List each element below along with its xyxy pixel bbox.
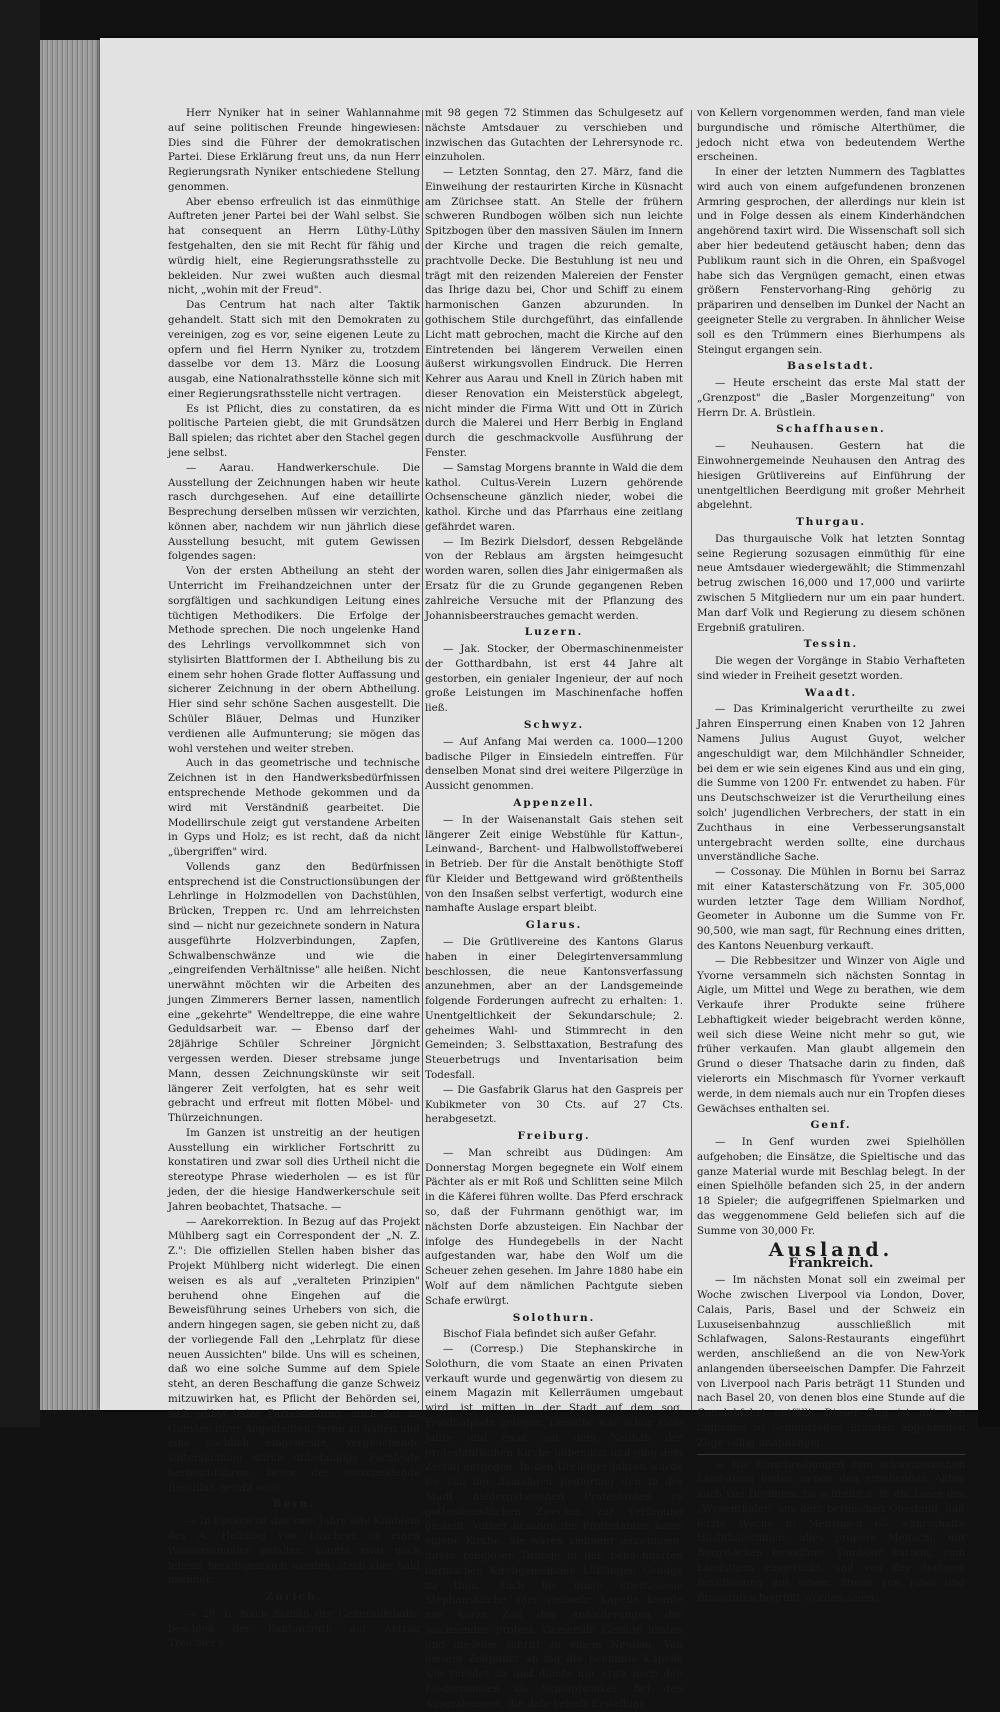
- column-3: [697, 106, 965, 1605]
- section-heading-bern: Bern.: [272, 1498, 316, 1511]
- page-stack-edge: [40, 40, 102, 1410]
- article-paragraph: — Jak. Stocker, der Obermaschinenmeister der Gotthardbahn, ist erst 44 Jahre alt gestorben, ein genialer Ingenieur, der auf noch große Leistungen im Maschinenfache hoffen ließ.: [425, 643, 683, 715]
- article-paragraph: Das thurgauische Volk hat letzten Sonntag seine Regierung sozusagen einmüthig für eine neue Amtsdauer wiedergewählt; die Stimmenzahl betrug zwischen 16,000 und 17,000 und variirte zwischen 5 Mitgliedern nur um ein paar hundert. Man darf Volk und Regierung zu diesem schönen Ergebniß gratuliren.: [697, 532, 965, 634]
- article-paragraph: — Im Bezirk Dielsdorf, dessen Rebgelände von der Reblaus am ärgsten heimgesucht worden waren, sollen dies Jahr einigermaßen als Ersatz für die zu Grunde gegangenen Reben zahlreiche Versuche mit der Pflanzung des Johannisbeerstrauches gemacht werden.: [425, 535, 683, 622]
- section-heading-schaffhausen: Schaffhausen.: [776, 423, 886, 436]
- article-paragraph: — Auf Anfang Mai werden ca. 1000—1200 badische Pilger in Einsiedeln eintreffen. Für denselben Monat sind drei weitere Pilgerzüge in Aussicht genommen.: [425, 735, 683, 793]
- article-paragraph: — Neuhausen. Gestern hat die Einwohnergemeinde Neuhausen den Antrag des hiesigen Grütlivereins auf Einführung der unentgeltlichen Beerdigung mit großer Mehrheit abgelehnt.: [697, 440, 965, 512]
- article-paragraph: Von der ersten Abtheilung an steht der Unterricht im Freihandzeichnen unter der sorgfältigen und sachkundigen Leitung eines tüchtigen Methodikers. Die Erfolge der Methode sprechen. Die noch ungelenke Hand des Lehrlings vervollkommnet sich von stylisirten Blattformen der I. Abtheilung bis zu einem sehr hohen Grade flotter Auffassung und sicherer Zeichnung in der obern Abtheilung. Hier sind sehr schöne Sachen ausgestellt. Die Schüler Bläuer, Delmas und Hunziker verdienen alle Aufmunterung; sie mögen das wohl verstehen und weiter streben.: [168, 565, 420, 755]
- article-paragraph: von Kellern vorgenommen werden, fand man viele burgundische und römische Alterthümer, die jedoch nicht etwa von bedeutendem Werthe erscheinen.: [697, 107, 965, 164]
- section-heading-luzern: Luzern.: [524, 626, 584, 639]
- section-heading-thurgau: Thurgau.: [795, 516, 867, 529]
- article-paragraph: — Samstag Morgens brannte in Wald die dem kathol. Cultus-Verein Luzern gehörende Ochsenscheune gänzlich nieder, wobei die kathol. Kirche und das Pfarrhaus eine zeitlang gefährdet waren.: [425, 461, 683, 533]
- article-paragraph: In einer der letzten Nummern des Tagblattes wird auch von einem aufgefundenen bronzenen Armring gesprochen, der allerdings nur klein ist und in Folge dessen als einem Kinderhändchen angehörend taxirt wird. Die Wissenschaft soll sich aber hier bedeutend getäuscht haben; denn das Publikum raunt sich in die Ohren, ein Spaßvogel habe sich das Vergnügen gemacht, einen etwas größern Fenstervorhang-Ring gehörig zu präpariren und denselben im Dunkel der Nacht an geeigneter Stelle zu vergraben. In ähnlicher Weise soll es den Trümmern eines Bierhumpens als Steingut ergangen sein.: [697, 166, 965, 356]
- section-heading-appenzell: Appenzell.: [513, 796, 595, 809]
- article-paragraph: Herr Nyniker hat in seiner Wahlannahme auf seine politischen Freunde hingewiesen: Dies sind die Führer der demokratischen Partei. Diese Erklärung freut uns, da nun Herr Regierungsrath Nyniker entschiedene Stellung genommen.: [168, 107, 420, 193]
- article-paragraph: — Die Gasfabrik Glarus hat den Gaspreis per Kubikmeter von 30 Cts. auf 27 Cts. herabgesetzt.: [425, 1083, 683, 1126]
- section-heading-tessin: Tessin.: [803, 638, 859, 651]
- article-paragraph: Vollends ganz den Bedürfnissen entsprechend ist die Constructionsübungen der Lehrlinge in Holzmodellen von Dachstühlen, Brücken, Treppen rc. Und am lehrreichsten sind — nicht nur gezeichnete sondern in Natura ausgeführte Holzverbindungen, Zapfen, Schwalbenschwänze und wie die „eingreifenden Verhältnisse" alle heißen. Nicht unerwähnt möchten wir die Arbeiten des jungen Zimmerers Berner lassen, namentlich eine „gekehrte" Wendeltreppe, die eine wahre Geduldsarbeit war. — Ebenso darf der 28jährige Schüler Schreiner Jörgnicht vergessen werden. Dieser strebsame junge Mann, dessen Zeichnungskünste wir seit längerer Zeit verfolgten, hat es sehr weit gebracht und erfreut mit flotten Möbel- und Thürzeichnungen.: [168, 860, 420, 1125]
- article-paragraph: — Das Kriminalgericht verurtheilte zu zwei Jahren Einsperrung einen Knaben von 12 Jahren Namens Julius August Guyot, welcher angeschuldigt war, dem Milchhändler Schneider, bei dem er wie sein eigenes Kind aus und ein ging, die Summe von 1200 Fr. entwendet zu haben. Für uns Deutschschweizer ist die Verurtheilung eines solch' jugendlichen Verbrechers, der statt in ein Zuchthaus in eine Verbesserungsanstalt untergebracht werden sollte, eine durchaus unverständliche Sache.: [697, 703, 965, 864]
- article-paragraph: — Die Einschreibungen zum schweizerischen Landsturm bieten neben den erhebenden Akten auch viel Drolliges. So schreibt z. B. ein Leser des „Wynenthaler" aus dem bernischen Oberland, daß letzte Woche in Meiringen 65 währschafte Haslithalerinnen, alles propere Meitschi, mit Bergstöcken bewaffnet. Tambour battant, zum Landsturm eingerückt, und von der dortigen Bevölkerung mit einem Sturm von Jubel und Bravorufen begrüßt worden seien.: [697, 1458, 965, 1604]
- scan-right-edge: [978, 0, 1000, 1427]
- article-paragraph: — Man schreibt aus Düdingen: Am Donnerstag Morgen begegnete ein Wolf einem Pächter als er mit Roß und Schlitten seine Milch in die Käferei führen wollte. Das Pferd erschrack so, daß der Fuhrmann genöthigt war, im nächsten Dorfe abzusteigen. Ein Nachbar der infolge des Hundegebells in der Nacht aufgestanden war, habe den Wolf um die Scheuer zehen gesehen. Im Jahre 1880 habe ein Wolf auf dem nämlichen Pachtgute sieben Schafe erwürgt.: [425, 1146, 683, 1307]
- section-heading-freiburg: Freiburg.: [517, 1130, 591, 1143]
- article-paragraph: — Die Grütlivereine des Kantons Glarus haben in einer Delegirtenversammlung beschlossen, die neue Kantonsverfassung anzunehmen, aber an der Landsgemeinde folgende Forderungen aufrecht zu erhalten: 1. Unentgeltlichkeit der Sekundarschule; 2. geheimes Wahl- und Stimmrecht in den Gemeinden; 3. Selbsttaxation, Bestrafung des Steuerbetrugs und Inventarisation beim Todesfall.: [425, 935, 683, 1081]
- article-paragraph: — In Epsach ist das zwei Jahre alte Knäblein des A. Helbling von Lüscherz in einen Wassersammler gefallen, konnte zwar noch lebend herausgezogen werden, starb aber bald nachher.: [168, 1515, 420, 1587]
- section-heading-zuerich: Zürich.: [265, 1591, 323, 1604]
- article-paragraph: mit 98 gegen 72 Stimmen das Schulgesetz auf nächste Amtsdauer zu verschieben und inzwischen das Gutachten der Lehrersynode rc. einzuholen.: [425, 107, 683, 164]
- article-paragraph: — Im nächsten Monat soll ein zweimal per Woche zwischen Liverpool via London, Dover, Calais, Paris, Basel und der Schweiz ein Luxuseisenbahnzug ausschließlich mit Schlafwagen, Salons-Restaurants eingeführt werden, anschließend an die von New-York anlangenden überseeischen Dampfer. Die Fahrzeit von Liverpool nach Paris beträgt 11 Stunden und nach Basel 20, von denen blos eine Stunde auf die Canalabfahrt entfällt. Dieser Zug ist mit den täglichen zu Schlupfzeiten Stunden abgehenden Züge völlig unabhängig.: [697, 1274, 965, 1449]
- section-heading-frankreich: Frankreich.: [788, 1256, 874, 1272]
- article-paragraph: — 29. b. Nach Schluß der Generaldebatte beschloß der Kantonsrath auf Antrag Treichler's: [168, 1607, 420, 1650]
- article-paragraph: — Aarau. Handwerkerschule. Die Ausstellung der Zeichnungen haben wir heute rasch durchgesehen. Auf eine detaillirte Besprechung derselben müssen wir verzichten, können aber, nachdem wir nun jährlich diese Ausstellung besucht, mit gutem Gewissen folgendes sagen:: [168, 461, 420, 563]
- section-heading-solothurn: Solothurn.: [512, 1311, 596, 1324]
- section-heading-genf: Genf.: [810, 1119, 852, 1132]
- article-paragraph: Auch in das geometrische und technische Zeichnen ist in den Handwerksbedürfnissen entsprechende Methode gekommen und da wird mit Verständniß gearbeitet. Die Modellirschule zeigt gut verstandene Arbeiten in Gyps und Holz; es ist recht, daß da nicht „übergriffen" wird.: [168, 757, 420, 859]
- article-paragraph: Das Centrum hat nach alter Taktik gehandelt. Statt sich mit den Demokraten zu vereinigen, zog es vor, seine eigenen Leute zu opfern und fiel Herrn Nyniker zu, trotzdem dasselbe vor dem 13. März die Loosung ausgab, eine Nationalrathsstelle könne sich mit einer Regierungsrathsstelle nicht vertragen.: [168, 299, 420, 400]
- section-heading-ausland: Ausland.: [768, 1238, 894, 1261]
- article-paragraph: — In der Waisenanstalt Gais stehen seit längerer Zeit einige Webstühle für Kattun-, Leinwand-, Barchent- und Halbwollstoffweberei in Betrieb. Der für die Anstalt benöthigte Stoff für Kleider und Bettgewand wird größtentheils von den Insaßen selbst verfertigt, wodurch eine namhafte Auslage erspart bleibt.: [425, 813, 683, 915]
- divider: [697, 1454, 965, 1455]
- article-paragraph: Aber ebenso erfreulich ist das einmüthige Auftreten jener Partei bei der Wahl selbst. Sie hat consequent an Herrn Lüthy-Lüthy festgehalten, den sie mit Recht für fähig und würdig hielt, eine Regierungsrathsstelle zu bekleiden. Nur zwei wußten auch diesmal nicht, „wohin mit der Freud".: [168, 195, 420, 297]
- article-paragraph: — In Genf wurden zwei Spielhöllen aufgehoben; die Einsätze, die Spieltische und das ganze Material wurde mit Beschlag belegt. In der einen Spielhölle befanden sich 25, in der andern 18 Spieler; die aufgegriffenen Spielmarken und das weggenommene Geld beliefen sich auf die Summe von 30,000 Fr.: [697, 1136, 965, 1237]
- article-paragraph: — (Corresp.) Die Stephanskirche in Solothurn, die vom Staate an einen Privaten verkauft wurde und gegenwärtig von diesem zu einem Magazin mit Kellerräumen umgebaut wird, ist mitten in der Stadt auf dem sog. Friedhofplatz gelegen. Dieselbe war schon viele Jahre und zwar seit dem Neubau der protestantischen Kirche unbenützt und ging dem Zerfall entgegen. In den Dreißiger Jahren wurde sie von der damaligen Regierung den in der Stadt niedergelassenen Protestanten zu gottesdienstlichen Zwecken zur Verfügung gestellt. Vorher besaßen die Protestanten keine eigene Kirche. Sie waren vielmehr gezwungen, ihrem religiösen Drange in den benachbarten bernischen Kirchgemeinden Lüßlingen Genüge zu thun. Auch bis ihnen überlassene Stephanskirche oder vielmehr Kapelle konnte nur kurze Zeit den Anforderungen der wachsenden protest. Gemeinde Genüge leisten und dieselbe schritt zu einem Neubau. Von diesem Zeitpunkt an lag die benannte Kapelle wie verödet da und diente nur etwa noch den Fledermäusen als Schlupfwinkel. Bei den Ausgrabungen, die dato behufs Erstellung: [425, 1343, 683, 1710]
- article-paragraph: — Cossonay. Die Mühlen in Bornu bei Sarraz mit einer Katasterschätzung von Fr. 305,000 wurden letzter Tage dem William Nordhof, Geometer in Aubonne um die Summe von Fr. 90,500, wie man sagt, für Rechnung eines dritten, des Kantons Neuenburg verkauft.: [697, 866, 965, 952]
- article-paragraph: Es ist Pflicht, dies zu constatiren, da es politische Parteien giebt, die mit Grundsätzen Ball spielen; das richtet aber den Stachel gegen jene selbst.: [168, 402, 420, 459]
- column-2: [425, 106, 683, 1712]
- article-paragraph: Die wegen der Vorgänge in Stabio Verhafteten sind wieder in Freiheit gesetzt worden.: [697, 655, 965, 682]
- column-rule: [422, 110, 423, 1410]
- section-heading-baselstadt: Baselstadt.: [787, 360, 875, 373]
- section-heading-glarus: Glarus.: [525, 919, 583, 932]
- section-heading-schwyz: Schwyz.: [523, 719, 585, 732]
- article-paragraph: Bischof Fiala befindet sich außer Gefahr.: [443, 1328, 657, 1341]
- article-paragraph: — Heute erscheint das erste Mal statt der „Grenzpost" die „Basler Morgenzeitung" von Herrn Dr. A. Brüstlein.: [697, 377, 965, 419]
- newspaper-page: [100, 38, 978, 1710]
- article-paragraph: — Aarekorrektion. In Bezug auf das Projekt Mühlberg sagt ein Correspondent der „N. Z. Z.": Die offiziellen Stellen haben bisher das Projekt Mühlberg nicht widerlegt. Die einen weisen es als auf „veralteten Prinzipien" beruhend ohne Eingehen auf die Beweisführung seines Urhebers von sich, die andern hingegen sagen, sie geben nicht zu, daß der vorliegende Fall den „Lehrplatz für diese neuen Aussichten" bilde. Uns will es scheinen, daß wo eine solche Summe auf dem Spiele steht, an deren Beschaffung die ganze Schweiz mitzuwirken hat, es Pflicht der Behörden sei, sich selbst jeder Parteistellung, auch der zu Gunsten ihrer Angestellten, ferne zu halten und eine sachlich eingehende, vergleichende Untersuchung durch unbefangige Fachleute herbeizuführen, bevor der entscheidende Beschluß gefaßt wird.: [168, 1215, 420, 1494]
- column-1: [168, 106, 420, 1651]
- scan-edge: [0, 0, 40, 1427]
- article-paragraph: — Die Rebbesitzer und Winzer von Aigle und Yvorne versammeln sich nächsten Sonntag in Aigle, um Mittel und Wege zu berathen, wie dem Verkaufe ihrer Produkte seine frühere Lebhaftigkeit wieder beigebracht werden könne, weil sich diese Weine nicht mehr so gut, wie früher verkaufen. Man glaubt allgemein den Grund o dieser Thatsache darin zu finden, daß vielerorts ein Mischmasch für Yvorner verkauft werde, in dem niemals auch nur ein Tropfen dieses Gewächses enthalten sei.: [697, 954, 965, 1115]
- article-paragraph: Im Ganzen ist unstreitig an der heutigen Ausstellung ein wirklicher Fortschritt zu konstatiren und zwar soll dies Urtheil nicht die stereotype Phrase wiederholen — es ist für jeden, der die hiesige Handwerkerschule seit Jahren beobachtet, Thatsache. —: [168, 1126, 420, 1213]
- column-rule: [691, 110, 692, 1410]
- section-heading-waadt: Waadt.: [804, 686, 858, 699]
- article-paragraph: — Letzten Sonntag, den 27. März, fand die Einweihung der restaurirten Kirche in Küsnacht am Zürichsee statt. An Stelle der frühern schweren Rundbogen wölben sich nun leichte Spitzbogen über den massiven Säulen im Innern der Kirche und tragen die reich gemalte, prachtvolle Decke. Die Bestuhlung ist neu und trägt mit den reizenden Malereien der Fenster das Ihrige dazu bei, Chor und Schiff zu einem harmonischen Ganzen abzurunden. In gothischem Stile durchgeführt, das einfallende Licht matt gebrochen, macht die Kirche auf den Eintretenden bei längerem Verweilen einen äußerst wirkungsvollen Eindruck. Die Herren Kehrer aus Aarau und Knell in Zürich haben mit dieser Renovation ein Meisterstück abgelegt, nicht minder die Firma Witt und Ott in Zürich durch die Malerei und Herr Berbig in England durch die geschmackvolle Ausführung der Fenster.: [425, 166, 683, 459]
